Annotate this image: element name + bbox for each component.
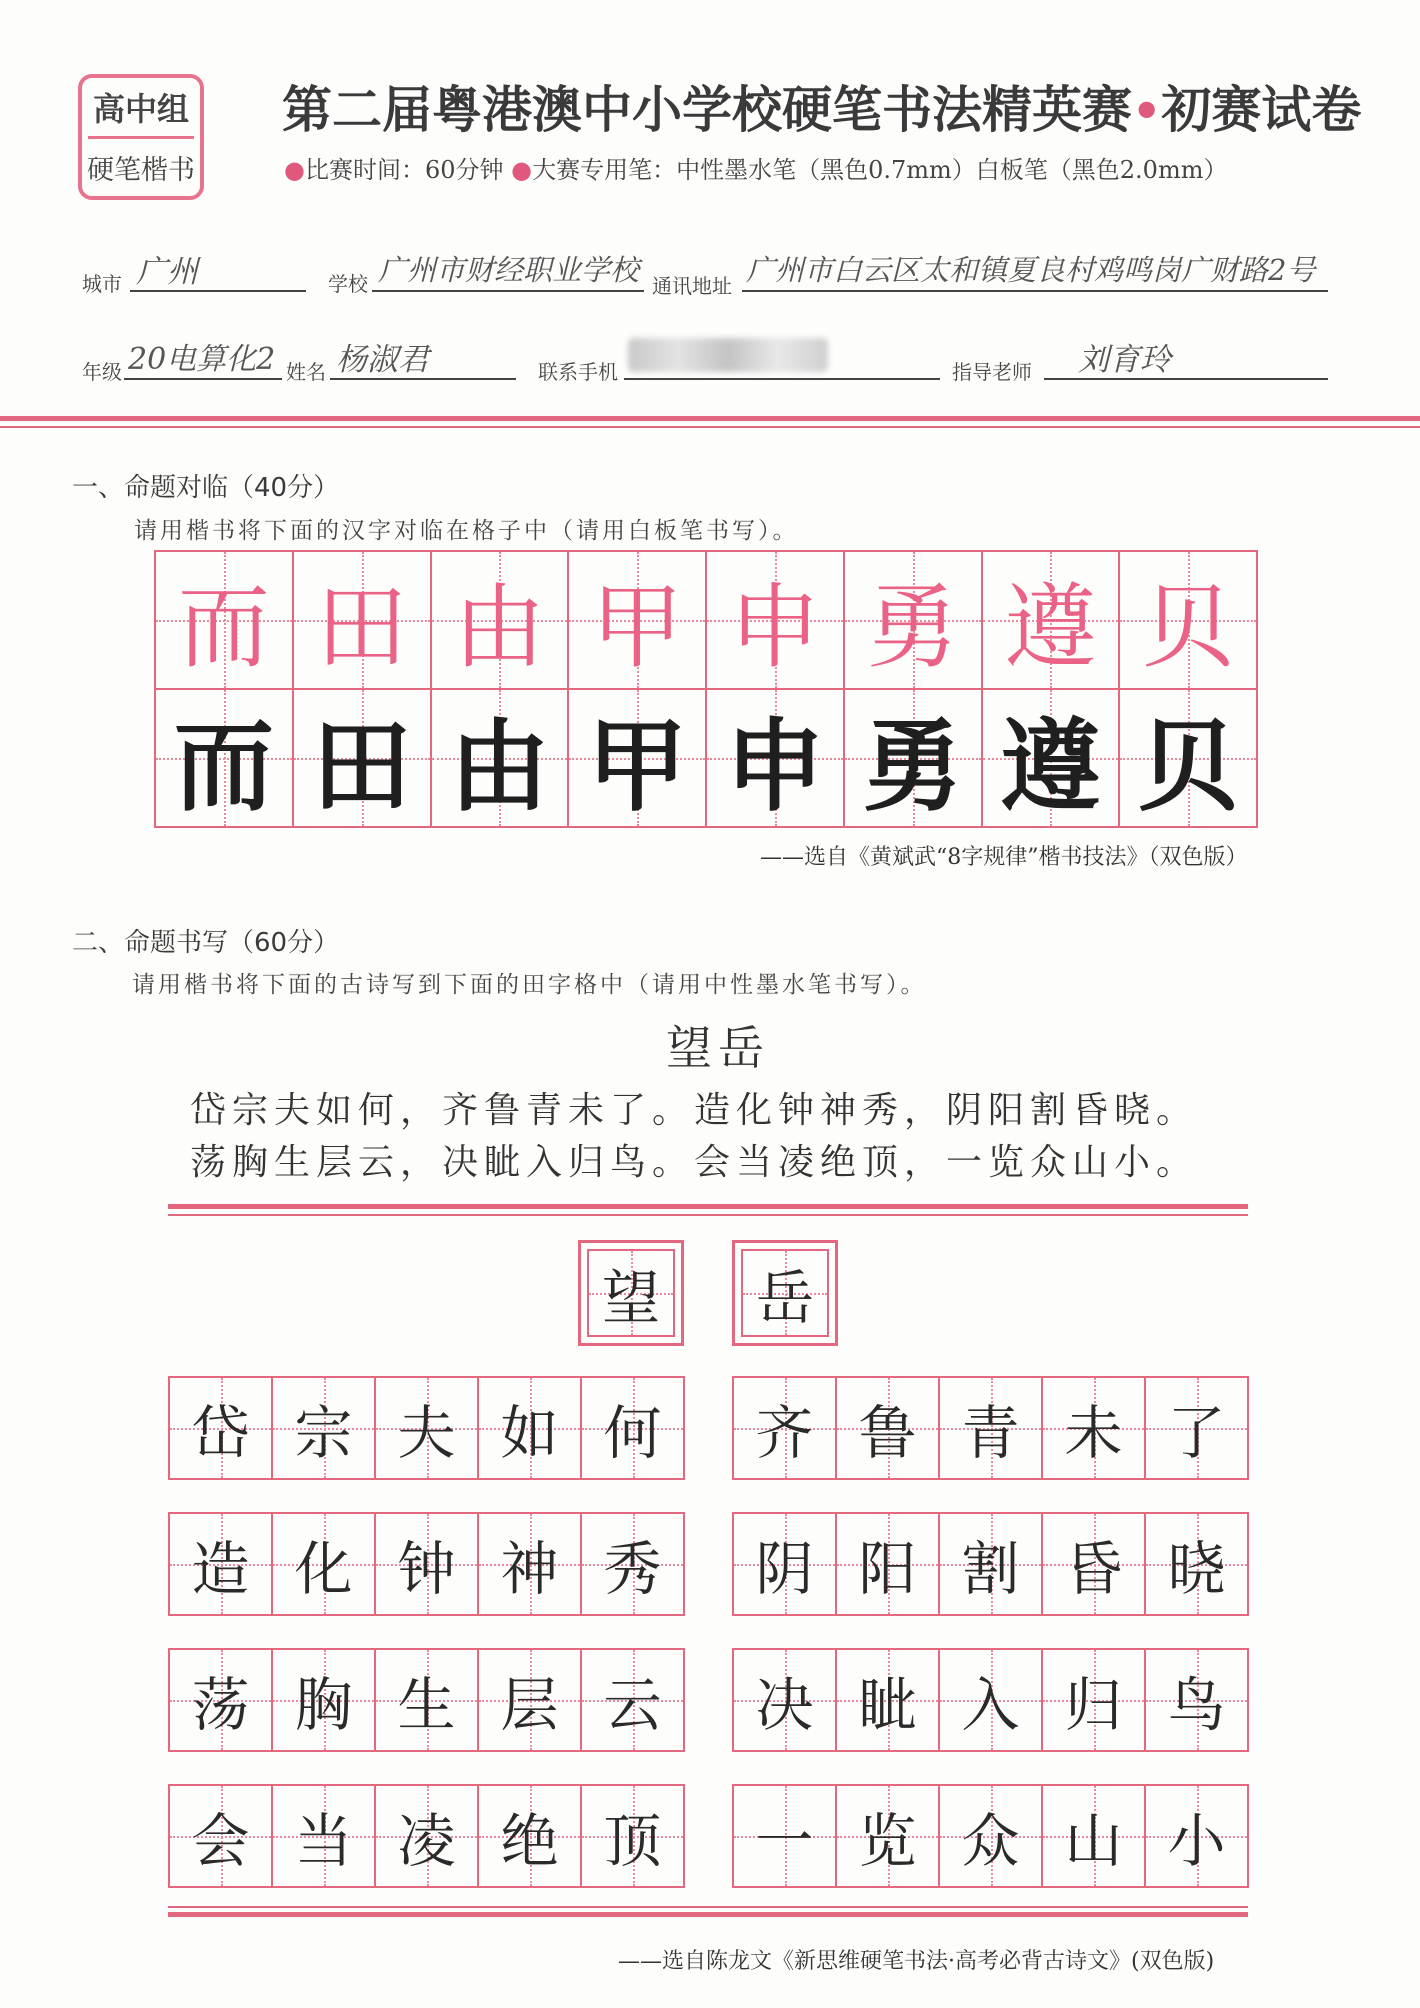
writing-cell (938, 1376, 1043, 1480)
poem-line-2: 荡胸生层云，决眦入归鸟。会当凌绝顶，一览众山小。 (190, 1142, 1199, 1183)
copy-cell (1118, 688, 1258, 828)
contest-pens: 大赛专用笔：中性墨水笔（黑色0.7mm）白板笔（黑色2.0mm） (532, 156, 1228, 184)
writing-cell-char: 生 (397, 1671, 456, 1739)
writing-cell-char: 秀 (603, 1535, 662, 1603)
poem-title: 望岳 (666, 1021, 770, 1075)
header-divider-thin (0, 426, 1420, 428)
writing-cell-char: 造 (191, 1535, 250, 1603)
writing-cell (271, 1648, 376, 1752)
writing-cell-char: 割 (961, 1535, 1020, 1603)
writing-cell (835, 1784, 940, 1888)
address-label: 通讯地址 (652, 274, 732, 298)
poem-divider-thin (168, 1214, 1248, 1216)
bottom-divider (168, 1912, 1248, 1917)
name-label: 姓名 (286, 360, 326, 384)
section1-instruction: 请用楷书将下面的汉字对临在格子中（请用白板笔书写）。 (134, 518, 799, 544)
writing-cell (938, 1512, 1043, 1616)
writing-cell-char: 眦 (858, 1671, 917, 1739)
copy-cell-char: 申 (724, 708, 825, 825)
name-field[interactable]: 杨淑君 (336, 342, 429, 378)
writing-cell-char: 青 (961, 1399, 1020, 1467)
copy-cell (567, 688, 707, 828)
model-cell-char: 申 (728, 574, 821, 681)
badge-divider (88, 136, 194, 139)
bullet-icon: ● (511, 156, 533, 184)
copy-cell (981, 688, 1121, 828)
writing-cell (168, 1376, 273, 1480)
copy-cell (292, 688, 432, 828)
writing-cell (835, 1512, 940, 1616)
copy-cell-char: 甲 (587, 708, 688, 825)
section1-source: ——选自《黄斌武“8字规律”楷书技法》（双色版） (760, 845, 1248, 870)
writing-cell (732, 1376, 837, 1480)
writing-cell (1144, 1784, 1249, 1888)
writing-cell (938, 1784, 1043, 1888)
writing-cell-char: 夫 (397, 1399, 456, 1467)
title-box-inner (587, 1249, 675, 1337)
writing-cell-char: 宗 (294, 1399, 353, 1467)
poem-divider (168, 1204, 1248, 1209)
title-sub: 初赛试卷 (1161, 81, 1362, 139)
teacher-label: 指导老师 (952, 360, 1032, 384)
copy-cell-char: 由 (449, 708, 550, 825)
model-cell (154, 550, 294, 690)
phone-label: 联系手机 (538, 360, 618, 384)
writing-cell (1041, 1376, 1146, 1480)
section2-instruction: 请用楷书将下面的古诗写到下面的田字格中（请用中性墨水笔书写）。 (132, 972, 927, 998)
writing-cell-char: 阳 (858, 1535, 917, 1603)
writing-cell-char: 荡 (191, 1671, 250, 1739)
city-field[interactable]: 广州 (136, 254, 198, 290)
writing-cell-char: 未 (1064, 1399, 1123, 1467)
writing-cell (271, 1784, 376, 1888)
teacher-underline (1044, 378, 1328, 380)
copy-cell-char: 勇 (862, 708, 963, 825)
title-box (578, 1240, 684, 1346)
writing-cell (374, 1784, 479, 1888)
model-cell (292, 550, 432, 690)
model-cell (430, 550, 570, 690)
title-bullet: • (1132, 84, 1162, 138)
section1-title: 一、命题对临（40分） (72, 473, 340, 503)
writing-cell-char: 钟 (397, 1535, 456, 1603)
model-cell (981, 550, 1121, 690)
writing-cell (1041, 1512, 1146, 1616)
writing-cell (271, 1376, 376, 1480)
writing-cell-char: 胸 (294, 1671, 353, 1739)
contest-time: 比赛时间：60分钟 (304, 156, 504, 184)
section2-source: ——选自陈龙文《新思维硬笔书法·高考必背古诗文》(双色版) (618, 1949, 1215, 1974)
model-cell (567, 550, 707, 690)
section2-title: 二、命题书写（60分） (72, 928, 340, 958)
grade-field[interactable]: 20电算化2 (128, 342, 276, 377)
writing-cell-char: 决 (755, 1671, 814, 1739)
writing-cell-char: 层 (500, 1671, 559, 1739)
model-cell-char: 贝 (1142, 574, 1235, 681)
city-underline (130, 290, 306, 292)
writing-cell (477, 1784, 582, 1888)
writing-cell (1041, 1784, 1146, 1888)
bottom-divider-thin (168, 1906, 1248, 1908)
model-cell-char: 而 (177, 574, 270, 681)
writing-cell-char: 岱 (191, 1399, 250, 1467)
writing-cell (732, 1648, 837, 1752)
teacher-field[interactable]: 刘育玲 (1078, 342, 1171, 378)
writing-cell (732, 1512, 837, 1616)
copy-cell (705, 688, 845, 828)
writing-cell (580, 1512, 685, 1616)
writing-cell (477, 1648, 582, 1752)
model-cell-char: 甲 (591, 574, 684, 681)
school-label: 学校 (328, 272, 368, 296)
copy-cell (843, 688, 983, 828)
writing-cell (168, 1784, 273, 1888)
copy-grid (154, 550, 1256, 826)
school-underline (372, 290, 644, 292)
writing-cell-char: 鲁 (858, 1399, 917, 1467)
writing-cell (374, 1512, 479, 1616)
grade-underline (124, 378, 282, 380)
phone-field-redacted[interactable] (628, 338, 828, 372)
title-box-char: 岳 (755, 1264, 814, 1332)
writing-cell-char: 山 (1064, 1807, 1123, 1875)
writing-cell-char: 会 (191, 1807, 250, 1875)
writing-cell-char: 入 (961, 1671, 1020, 1739)
badge-category-label: 硬笔楷书 (87, 155, 195, 186)
writing-cell-char: 阴 (755, 1535, 814, 1603)
writing-cell-char: 昏 (1064, 1535, 1123, 1603)
writing-cell-char: 众 (961, 1807, 1020, 1875)
model-cell-char: 遵 (1004, 574, 1097, 681)
writing-cell (1144, 1648, 1249, 1752)
model-cell (843, 550, 983, 690)
title-box-char: 望 (601, 1264, 660, 1332)
writing-cell (580, 1376, 685, 1480)
writing-cell (1144, 1376, 1249, 1480)
copy-cell (430, 688, 570, 828)
writing-cell-char: 如 (500, 1399, 559, 1467)
model-cell (1118, 550, 1258, 690)
group-badge (78, 74, 204, 200)
writing-cell-char: 当 (294, 1807, 353, 1875)
writing-cell (732, 1784, 837, 1888)
writing-cell-char: 何 (603, 1399, 662, 1467)
writing-cell (271, 1512, 376, 1616)
model-cell-char: 勇 (866, 574, 959, 681)
writing-cell (374, 1376, 479, 1480)
copy-cell-char: 而 (173, 708, 274, 825)
copy-cell-char: 贝 (1138, 708, 1239, 825)
copy-cell-char: 遵 (1000, 708, 1101, 825)
writing-cell-char: 云 (603, 1671, 662, 1739)
header-divider (0, 416, 1420, 421)
copy-cell (154, 688, 294, 828)
writing-cell-char: 一 (755, 1807, 814, 1875)
writing-cell-char: 归 (1064, 1671, 1123, 1739)
model-cell-char: 由 (453, 574, 546, 681)
writing-cell-char: 齐 (755, 1399, 814, 1467)
city-label: 城市 (82, 272, 122, 296)
writing-cell-char: 鸟 (1167, 1671, 1226, 1739)
writing-cell (835, 1648, 940, 1752)
writing-cell (1144, 1512, 1249, 1616)
writing-cell-char: 晓 (1167, 1535, 1226, 1603)
writing-cell-char: 化 (294, 1535, 353, 1603)
model-cell-char: 田 (315, 574, 408, 681)
writing-cell (835, 1376, 940, 1480)
writing-cell (477, 1376, 582, 1480)
writing-cell (580, 1648, 685, 1752)
writing-cell (374, 1648, 479, 1752)
page-title (282, 70, 1361, 142)
writing-cell (477, 1512, 582, 1616)
copy-cell-char: 田 (311, 708, 412, 825)
poem-line-1: 岱宗夫如何，齐鲁青未了。造化钟神秀，阴阳割昏晓。 (190, 1090, 1199, 1131)
bullet-icon: ● (284, 156, 305, 184)
address-field[interactable]: 广州市白云区太和镇夏良村鸡鸣岗广财路2号 (746, 253, 1316, 287)
writing-cell-char: 神 (500, 1535, 559, 1603)
phone-underline (624, 378, 940, 380)
writing-cell-char: 了 (1167, 1399, 1226, 1467)
writing-cell-char: 顶 (603, 1807, 662, 1875)
writing-cell-char: 览 (858, 1807, 917, 1875)
writing-cell (168, 1512, 273, 1616)
writing-cell-char: 绝 (500, 1807, 559, 1875)
school-field[interactable]: 广州市财经职业学校 (378, 253, 640, 287)
contest-info (284, 150, 1227, 185)
writing-cell (938, 1648, 1043, 1752)
writing-cell (1041, 1648, 1146, 1752)
title-box-inner (741, 1249, 829, 1337)
writing-cell-char: 小 (1167, 1807, 1226, 1875)
model-cell (705, 550, 845, 690)
grade-label: 年级 (82, 360, 122, 384)
badge-group-label: 高中组 (92, 90, 189, 128)
writing-cell-char: 凌 (397, 1807, 456, 1875)
name-underline (330, 378, 516, 380)
writing-cell (580, 1784, 685, 1888)
writing-cell (168, 1648, 273, 1752)
address-underline (742, 290, 1328, 292)
title-box (732, 1240, 838, 1346)
title-main: 第二届粤港澳中小学校硬笔书法精英赛 (282, 81, 1132, 139)
